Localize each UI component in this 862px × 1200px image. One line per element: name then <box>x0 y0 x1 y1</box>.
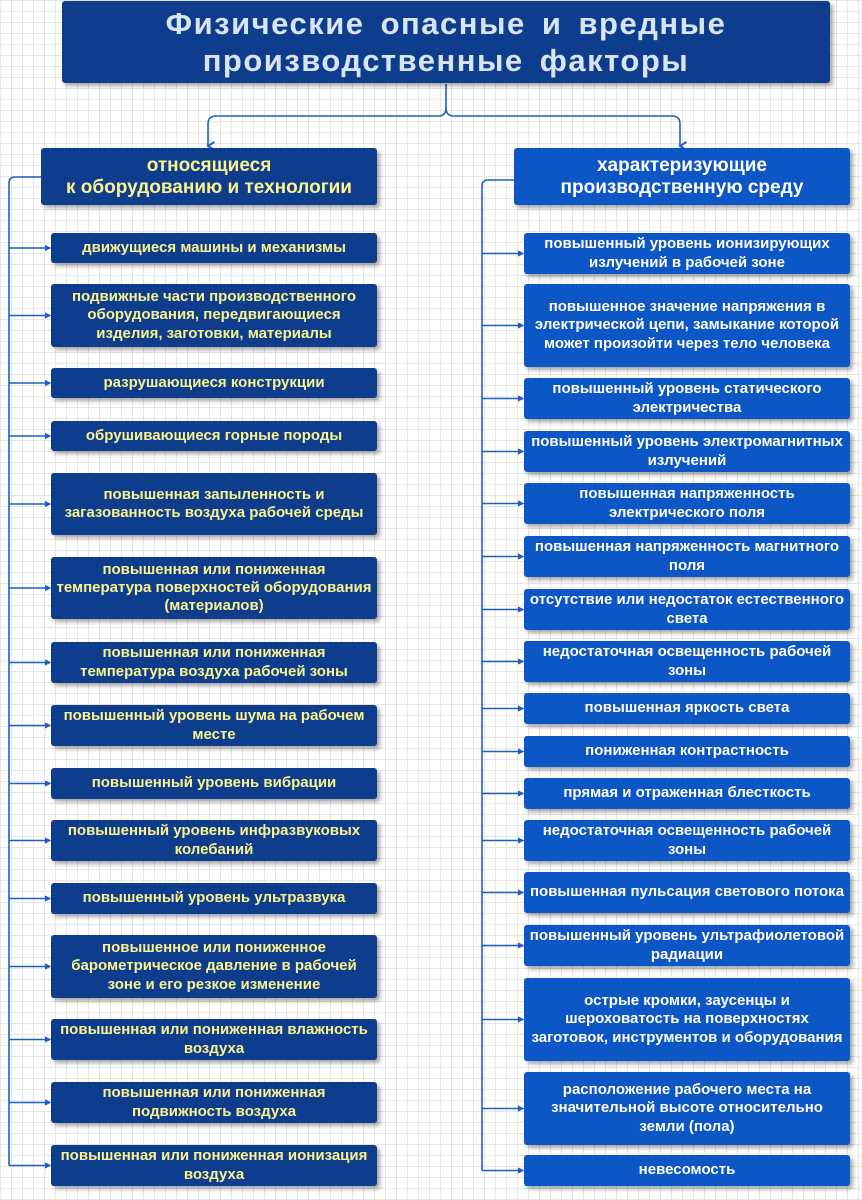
left-factor-text: повышенный уровень вибрации <box>91 774 337 792</box>
diagram-title <box>62 1 830 83</box>
right-factor-text: повышенная пульсация светового потока <box>529 883 845 901</box>
right-factor-box <box>524 536 850 577</box>
right-factor-box <box>524 378 850 419</box>
left-factor-box <box>51 284 377 347</box>
right-factor-text: повышенная напряженность электрического поля <box>579 485 795 521</box>
left-factor-text: повышенная или пониженная температура воздуха рабочей зоны <box>80 644 348 680</box>
right-factor-box <box>524 431 850 472</box>
left-branch-heading-text: относящиеся к оборудованию и технологии <box>66 154 352 198</box>
right-factor-text: повышенный уровень электромагнитных излучений <box>531 433 843 469</box>
right-factor-box <box>524 641 850 682</box>
right-branch-heading <box>514 148 850 205</box>
left-factor-box <box>51 935 377 998</box>
left-factor-text: движущиеся машины и механизмы <box>82 238 346 256</box>
right-factor-box <box>524 1072 850 1145</box>
right-factor-box <box>524 589 850 630</box>
right-factor-text: повышенный уровень ионизирующих излучений в рабочей зоне <box>544 235 830 271</box>
right-factor-box <box>524 978 850 1061</box>
right-factor-box <box>524 284 850 367</box>
left-factor-text: повышенный уровень инфразвуковых колебаний <box>67 822 361 858</box>
left-spine-line <box>9 177 41 1166</box>
right-factor-text: острые кромки, заусенцы и шероховатость на поверхностях заготовок, инструментов и оборудования <box>531 992 843 1046</box>
right-factor-text: повышенная яркость света <box>584 699 790 717</box>
right-factor-box <box>524 925 850 966</box>
left-branch-heading <box>41 148 377 205</box>
right-factor-text: недостаточная освещенность рабочей зоны <box>542 643 832 679</box>
left-factor-text: повышенное или пониженное барометрическое давление в рабочей зоне и его резкое изменение <box>71 939 357 993</box>
right-factor-text: повышенная напряженность магнитного поля <box>534 538 840 574</box>
left-factor-box <box>51 1019 377 1060</box>
left-factor-box <box>51 642 377 683</box>
left-factor-box <box>51 820 377 861</box>
left-factor-text: повышенная запыленность и загазованность воздуха рабочей среды <box>64 485 364 521</box>
left-factor-box <box>51 883 377 914</box>
left-factor-box <box>51 368 377 398</box>
right-factor-text: пониженная контрастность <box>585 742 789 760</box>
title-to-left-arrow <box>208 84 446 146</box>
right-factor-text: недостаточная освещенность рабочей зоны <box>542 822 832 858</box>
left-factor-box <box>51 233 377 263</box>
right-factor-box <box>524 693 850 724</box>
right-factor-text: прямая и отраженная блесткость <box>563 784 811 802</box>
right-branch-heading-text: характеризующие производственную среду <box>560 154 804 198</box>
right-factor-box <box>524 483 850 524</box>
right-spine-line <box>482 180 514 1171</box>
left-factor-text: обрушивающиеся горные породы <box>85 426 343 444</box>
left-factor-box <box>51 473 377 535</box>
right-factor-box <box>524 233 850 274</box>
left-factor-text: подвижные части производственного оборудования, передвигающиеся изделия, заготовки, материалы <box>71 288 357 342</box>
right-factor-text: невесомость <box>638 1161 736 1179</box>
diagram-title-text: Физические опасные и вредные производственные факторы <box>165 5 727 78</box>
right-factor-text: повышенное значение напряжения в электрической цепи, замыкание которой может произойти через тело человека <box>534 298 840 352</box>
left-factor-text: повышенная или пониженная ионизация воздуха <box>60 1147 368 1183</box>
right-factor-box <box>524 778 850 809</box>
left-factor-box <box>51 557 377 619</box>
left-factor-text: повышенная или пониженная температура поверхностей оборудования (материалов) <box>56 560 372 615</box>
left-factor-text: разрушающиеся конструкции <box>103 373 325 391</box>
left-factor-text: повышенный уровень шума на рабочем месте <box>63 707 365 743</box>
right-factor-box <box>524 736 850 767</box>
left-factor-text: повышенная или пониженная подвижность воздуха <box>102 1084 326 1120</box>
left-factor-box <box>51 421 377 451</box>
right-factor-box <box>524 872 850 913</box>
left-factor-box <box>51 705 377 746</box>
right-factor-text: расположение рабочего места на значительной высоте относительно земли (пола) <box>551 1081 823 1135</box>
right-factor-text: повышенный уровень статического электричества <box>552 380 822 416</box>
right-factor-box <box>524 1155 850 1186</box>
right-factor-text: отсутствие или недостаток естественного света <box>529 591 845 627</box>
left-factor-text: повышенная или пониженная влажность воздуха <box>60 1021 368 1057</box>
title-to-right-arrow <box>446 108 680 146</box>
right-factor-text: повышенный уровень ультрафиолетовой радиации <box>529 927 845 963</box>
left-factor-box <box>51 1145 377 1186</box>
left-factor-box <box>51 1082 377 1123</box>
right-factor-box <box>524 820 850 861</box>
left-factor-text: повышенный уровень ультразвука <box>82 889 346 907</box>
left-factor-box <box>51 768 377 799</box>
